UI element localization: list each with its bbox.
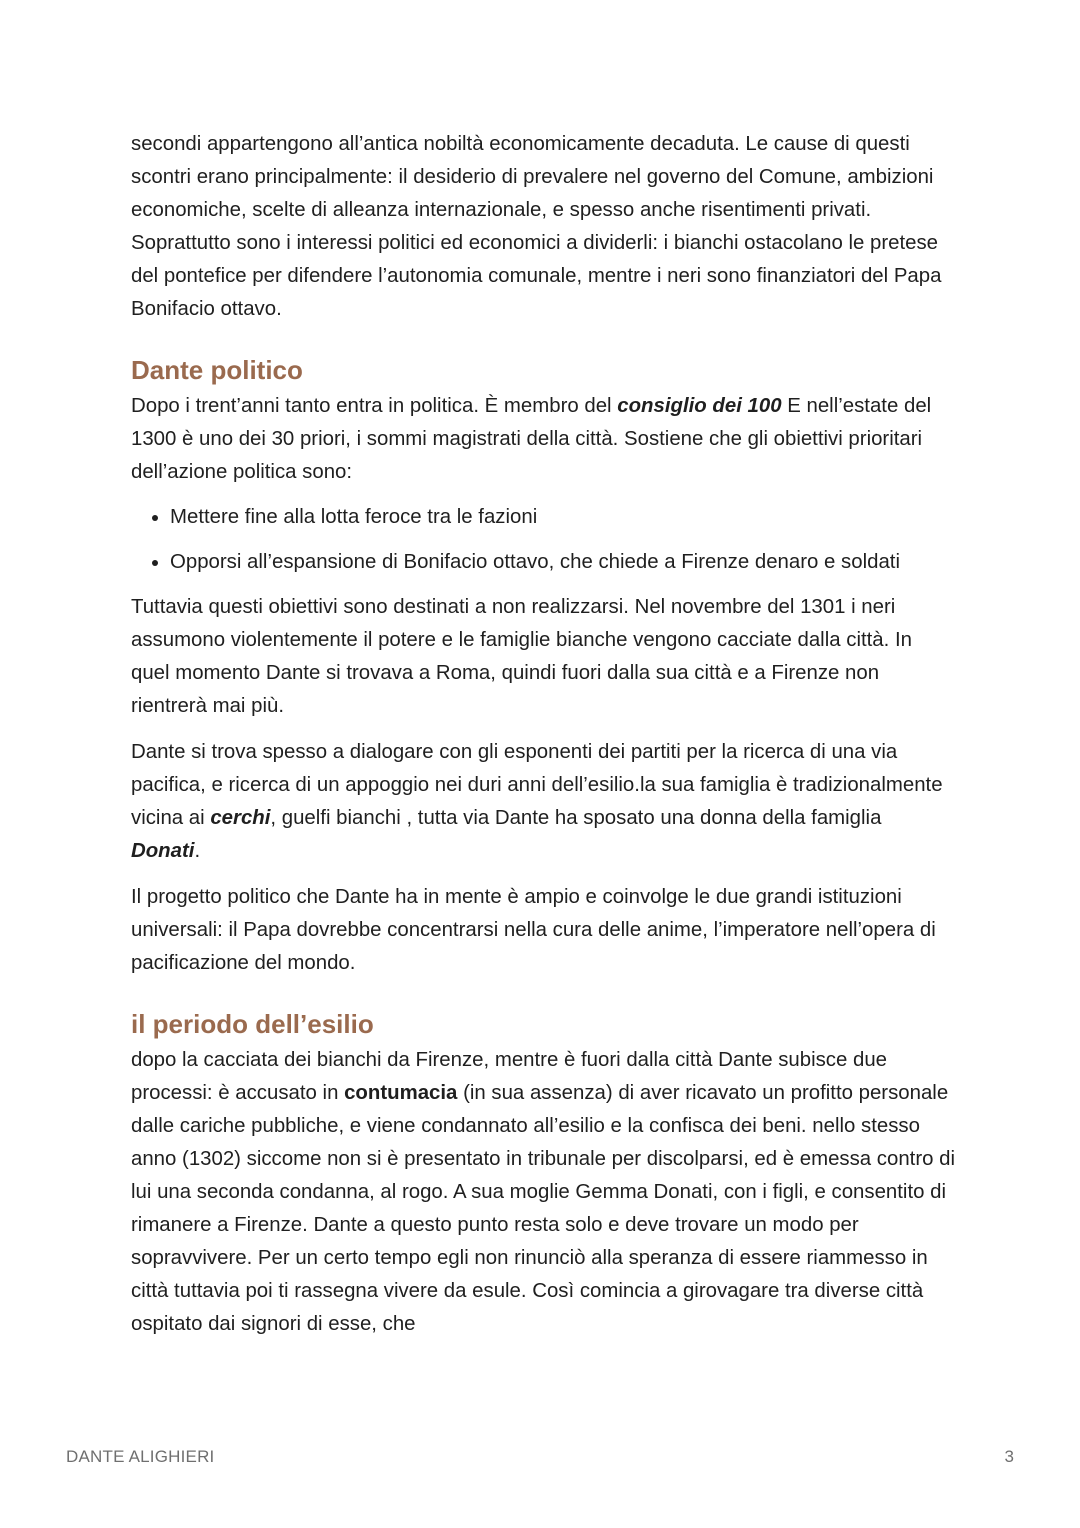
bold-consiglio: consiglio dei 100 bbox=[617, 395, 782, 417]
text-span: dopo la cacciata dei bianchi da Firenze, mentre è fuori dalla città Dante subisce due processi: è accusato in bbox=[131, 1049, 888, 1104]
heading-periodo-esilio: il periodo dell’esilio bbox=[131, 1009, 374, 1039]
list-item: • Mettere fine alla lotta feroce tra le fazioni bbox=[170, 501, 956, 534]
text-span: Dante si trova spesso a dialogare con gli esponenti dei partiti per la ricerca di una via pacifica, e ricerca di un appoggio nei duri anni dell’esilio.la sua famiglia è tradizionalmente vicina ai bbox=[131, 741, 943, 829]
bold-contumacia: contumacia bbox=[344, 1082, 458, 1104]
paragraph-politico-3 bbox=[131, 736, 956, 868]
paragraph-politico-2: Tuttavia questi obiettivi sono destinati a non realizzarsi. Nel novembre del 1301 i neri assumono violentemente il potere e le famiglie bianche vengono cacciate dalla città. In quel momento Dante si trovava a Roma, quindi fuori dalla sua città e a Firenze non rientrerà mai più. bbox=[131, 596, 912, 717]
text-span: E nell’estate del 1300 è uno dei 30 priori, i sommi magistrati della città. Sostiene che gli obiettivi prioritari dell’azione politica sono: bbox=[131, 395, 932, 483]
paragraph-intro: secondi appartengono all’antica nobiltà economicamente decaduta. Le cause di questi scontri erano principalmente: il desiderio di prevalere nel governo del Comune, ambizioni economiche, scelte di alleanza internazionale, e spesso anche risentimenti privati. Soprattutto sono i interessi politici ed economici a dividerli: i bianchi ostacolano le pretese del pontefice per difendere l’autonomia comunale, mentre i neri sono finanziatori del Papa Bonifacio ottavo. bbox=[131, 133, 942, 320]
paragraph-esilio-1 bbox=[131, 1044, 956, 1341]
objectives-list bbox=[131, 501, 956, 579]
bold-cerchi: cerchi bbox=[210, 807, 271, 829]
footer-title: DANTE ALIGHIERI bbox=[66, 1447, 215, 1466]
document-body bbox=[131, 128, 956, 1341]
bold-donati: Donati bbox=[131, 840, 195, 862]
text-span: . bbox=[194, 840, 201, 862]
paragraph-politico-4: Il progetto politico che Dante ha in mente è ampio e coinvolge le due grandi istituzioni universali: il Papa dovrebbe concentrarsi nella cura delle anime, l’imperatore nell’opera di pacificazione del mondo. bbox=[131, 886, 936, 974]
text-span: Dopo i trent’anni tanto entra in politica. È membro del bbox=[131, 395, 618, 417]
text-span: , guelfi bianchi , tutta via Dante ha sposato una donna della famiglia bbox=[270, 807, 882, 829]
page-number: 3 bbox=[1004, 1447, 1014, 1466]
text-span: (in sua assenza) di aver ricavato un profitto personale dalle cariche pubbliche, e viene condannato all’esilio e la confisca dei beni. nello stesso anno (1302) siccome non si è presentato in tribunale per discolparsi, ed è emessa contro di lui una seconda condanna, al rogo. A sua moglie Gemma Donati, con i figli, e consentito di rimanere a Firenze. Dante a questo punto resta solo e deve trovare un modo per sopravvivere. Per un certo tempo egli non rinunciò alla speranza di essere riammesso in città tuttavia poi ti rassegna vivere da esule. Così comincia a girovagare tra diverse città ospitato dai signori di esse, che bbox=[131, 1082, 956, 1335]
heading-dante-politico: Dante politico bbox=[131, 355, 303, 385]
paragraph-politico-1 bbox=[131, 390, 956, 489]
list-item: • Opporsi all’espansione di Bonifacio ottavo, che chiede a Firenze denaro e soldati bbox=[170, 546, 956, 579]
